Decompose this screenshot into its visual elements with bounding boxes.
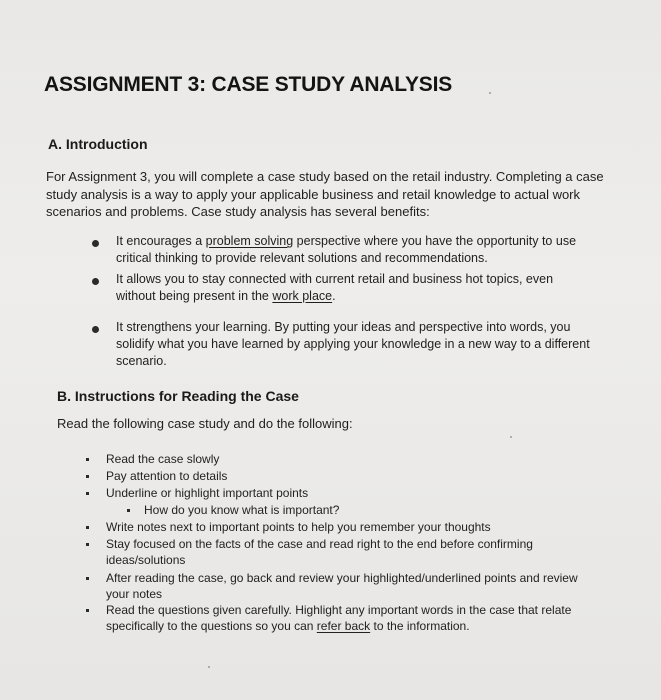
bullet-dot	[86, 609, 89, 612]
page-title: ASSIGNMENT 3: CASE STUDY ANALYSIS	[44, 73, 453, 96]
benefit-text: It encourages a	[116, 234, 206, 248]
bullet-dot	[86, 526, 89, 529]
bullet-dot	[92, 240, 99, 247]
underlined-phrase: problem solving	[205, 234, 294, 248]
intro-paragraph-line: For Assignment 3, you will complete a case study based on the retail industry. Completing a case	[46, 169, 604, 184]
benefit-text: perspective where you have the opportunity to use	[293, 234, 577, 248]
step-text: After reading the case, go back and review your highlighted/underlined points and review	[106, 571, 578, 585]
step-text: your notes	[106, 587, 163, 601]
benefit-text: It strengthens your learning. By putting your ideas and perspective into words, you	[116, 320, 571, 334]
benefit-item-stay-connected	[116, 271, 636, 305]
substep-item: How do you know what is important?	[144, 503, 340, 517]
intro-paragraph-line: scenarios and problems. Case study analysis has several benefits:	[46, 204, 430, 219]
benefit-text: .	[332, 289, 336, 303]
bullet-dot	[92, 326, 99, 333]
step-item	[106, 570, 626, 602]
step-text: Read the case slowly	[106, 452, 220, 466]
step-text: Write notes next to important points to help you remember your thoughts	[106, 520, 491, 534]
step-text: ideas/solutions	[106, 553, 186, 567]
benefit-text: critical thinking to provide relevant solutions and recommendations.	[116, 251, 488, 265]
step-text: to the information.	[370, 619, 470, 633]
bullet-dot	[86, 543, 89, 546]
step-text: Underline or highlight important points	[106, 486, 309, 500]
step-item	[106, 485, 626, 501]
benefit-text: scenario.	[116, 354, 167, 368]
step-text: specifically to the questions so you can	[106, 619, 317, 633]
instructions-intro: Read the following case study and do the following:	[57, 416, 353, 431]
bullet-dot	[86, 475, 89, 478]
step-text: Stay focused on the facts of the case and read right to the end before confirming	[106, 537, 533, 551]
paper-speck	[489, 92, 491, 94]
paper-speck	[208, 666, 210, 668]
intro-paragraph-line: study analysis is a way to apply your applicable business and retail knowledge to actual work	[46, 186, 581, 202]
step-text: Read the questions given carefully. Highlight any important words in the case that relate	[106, 603, 572, 617]
benefit-text: without being present in the	[116, 289, 273, 303]
benefit-item-problem-solving	[116, 233, 636, 267]
benefit-item-strengthens-learning	[116, 319, 636, 370]
step-item	[106, 468, 626, 484]
benefit-text: It allows you to stay connected with current retail and business hot topics, even	[116, 272, 554, 286]
step-item	[106, 451, 626, 467]
benefit-text: solidify what you have learned by applying your knowledge in a new way to a different	[116, 337, 590, 351]
bullet-dot	[92, 278, 99, 285]
underlined-phrase: work place	[272, 289, 333, 303]
step-item	[106, 519, 626, 535]
underlined-phrase: refer back	[316, 619, 371, 633]
step-text: Pay attention to details	[106, 469, 228, 483]
bullet-dot	[86, 458, 89, 461]
step-item	[106, 536, 626, 568]
paper-speck	[510, 436, 512, 438]
bullet-dot	[86, 577, 89, 580]
step-item	[106, 602, 626, 634]
sub-bullet-dot	[127, 509, 130, 512]
section-heading-introduction: A. Introduction	[48, 136, 148, 152]
section-heading-instructions: B. Instructions for Reading the Case	[57, 388, 299, 404]
intro-paragraph	[46, 168, 636, 221]
bullet-dot	[86, 492, 89, 495]
